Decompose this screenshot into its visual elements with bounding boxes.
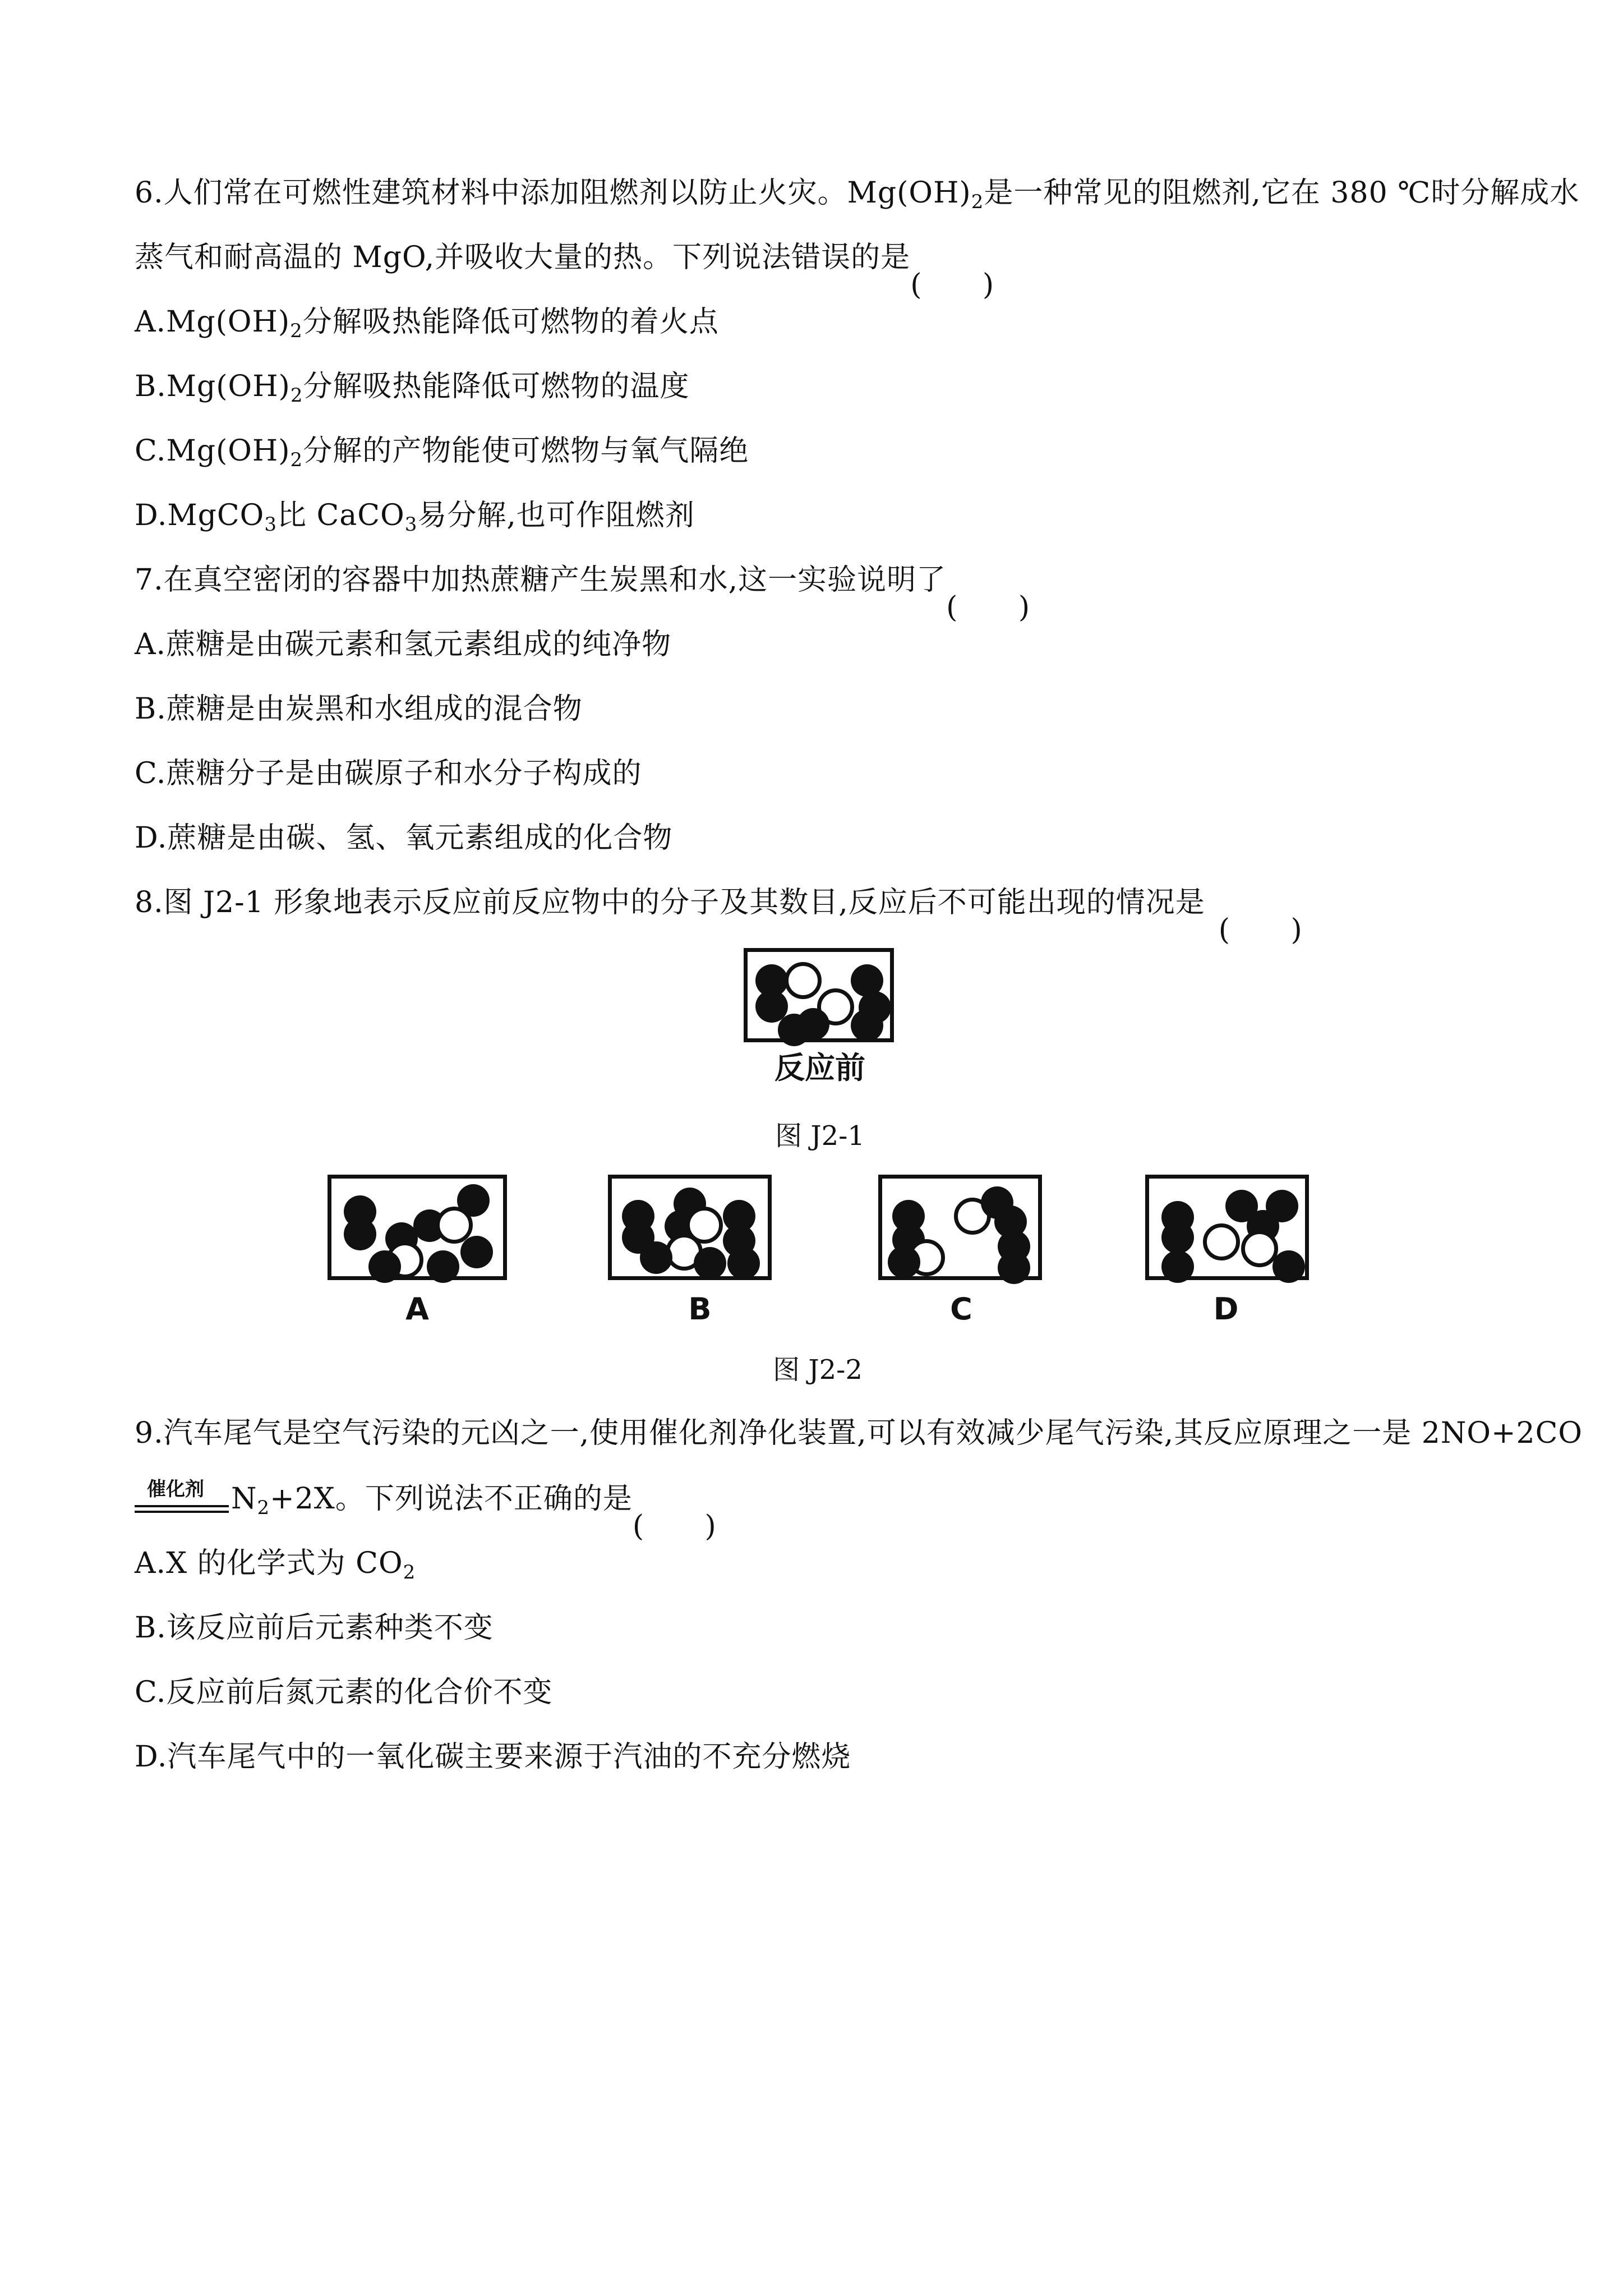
- q6-stem-line2: 蒸气和耐高温的 MgO,并吸收大量的热。下列说法错误的是: [135, 241, 911, 274]
- q6-option-b: $B.Mg(OH)_2$分解吸热能降低可燃物的温度: [135, 370, 690, 407]
- q6-stem-line1: 6.人们常在可燃性建筑材料中添加阻燃剂以防止火灾。$Mg(OH)_2$是一种常见的阻燃剂,它在 380 ℃时分解成水: [135, 176, 1580, 213]
- white-atom: [1203, 1223, 1240, 1260]
- q7-stem: 7.在真空密闭的容器中加热蔗糖产生炭黑和水,这一实验说明了: [135, 563, 947, 597]
- option-d-box: [1145, 1175, 1309, 1280]
- equation-bar: [135, 1505, 229, 1507]
- option-d-label: D: [1213, 1291, 1239, 1327]
- black-atom: [1266, 1190, 1298, 1222]
- black-atom: [427, 1250, 459, 1283]
- black-atom: [1272, 1250, 1305, 1283]
- white-atom: [785, 962, 822, 999]
- black-atom: [344, 1218, 376, 1250]
- option-a-box: [328, 1175, 507, 1280]
- black-atom: [778, 1014, 810, 1046]
- q6-option-a: $A.Mg(OH)_2$分解吸热能降低可燃物的着火点: [135, 305, 719, 342]
- q7-option-a: A.蔗糖是由碳元素和氢元素组成的纯净物: [135, 628, 672, 661]
- black-atom: [694, 1247, 726, 1280]
- black-atom: [640, 1241, 672, 1274]
- black-atom: [998, 1251, 1030, 1284]
- black-atom: [1161, 1221, 1194, 1254]
- q7-option-d: D.蔗糖是由碳、氢、氧元素组成的化合物: [135, 821, 673, 855]
- option-a-label: A: [405, 1291, 429, 1327]
- q9-option-d: D.汽车尾气中的一氧化碳主要来源于汽油的不充分燃烧: [135, 1740, 851, 1774]
- before-reaction-box: [744, 948, 894, 1042]
- q8-stem: 8.图 J2-1 形象地表示反应前反应物中的分子及其数目,反应后不可能出现的情况是: [135, 886, 1205, 919]
- option-c-label: C: [950, 1291, 972, 1327]
- figure-caption-j2-2: 图 J2-2: [773, 1354, 863, 1386]
- q6-option-d: D.MgCO$_3$比 CaCO$_3$易分解,也可作阻燃剂: [135, 499, 695, 536]
- black-atom: [888, 1246, 920, 1278]
- catalyst-label: 催化剂: [147, 1478, 204, 1501]
- black-atom: [851, 1009, 883, 1042]
- q9-option-b: B.该反应前后元素种类不变: [135, 1611, 494, 1645]
- option-b-box: [608, 1175, 772, 1280]
- black-atom: [368, 1250, 401, 1283]
- q9-stem: 9.汽车尾气是空气污染的元凶之一,使用催化剂净化装置,可以有效减少尾气污染,其反应原理之一是 2NO+2CO: [135, 1416, 1583, 1450]
- before-reaction-label: 反应前: [774, 1050, 865, 1085]
- q9-stem-line2: $N_2+2X$。下列说法不正确的是: [231, 1482, 633, 1519]
- black-atom: [727, 1247, 760, 1280]
- option-b-label: B: [688, 1291, 712, 1327]
- figure-caption-j2-1: 图 J2-1: [775, 1120, 865, 1152]
- black-atom: [1161, 1250, 1194, 1283]
- black-atom: [460, 1236, 493, 1268]
- q7-option-b: B.蔗糖是由炭黑和水组成的混合物: [135, 692, 583, 726]
- equation-bar: [135, 1511, 229, 1513]
- q7-option-c: C.蔗糖分子是由碳原子和水分子构成的: [135, 757, 642, 790]
- white-atom: [1241, 1230, 1278, 1267]
- q9-option-a: A.X 的化学式为 $CO_2$: [135, 1547, 416, 1584]
- option-c-box: [878, 1175, 1042, 1280]
- q6-option-c: $C.Mg(OH)_2$分解的产物能使可燃物与氧气隔绝: [135, 434, 749, 471]
- catalyst-arrow: [135, 1478, 229, 1517]
- q9-option-c: C.反应前后氮元素的化合价不变: [135, 1676, 553, 1709]
- black-atom: [457, 1184, 490, 1217]
